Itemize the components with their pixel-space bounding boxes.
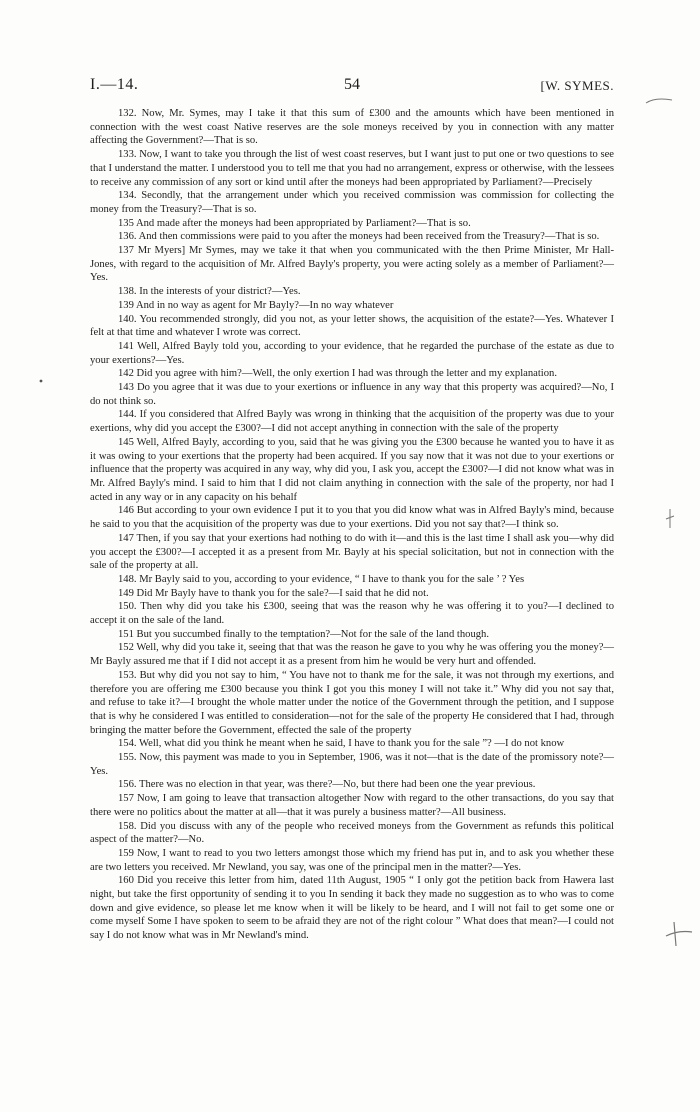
question-151: 151 But you succumbed finally to the temptation?—Not for the sale of the land though. [118, 628, 489, 640]
evidence-text [90, 107, 614, 943]
question-139: 139 And in no way as agent for Mr Bayly?—In no way whatever [118, 299, 394, 311]
question-145: 145 Well, Alfred Bayly, according to you, said that he was giving you the £300 because he wanted you to have it as it was owing to your exertions that the property had been acquired. If you say now that it was not due to your exertions or influence that the property was acquired in any way, why did you, I ask you, accept the £300?—I did not know what was in Mr. Alfred Bayly's mind. I said to him that I did not claim anything in connection with the sale of the property, nor had I acted in any way or in any capacity on his behalf [90, 436, 614, 503]
question-143: 143 Do you agree that it was due to your exertions or influence in any way that this property was acquired?—No, I do not think so. [90, 382, 614, 407]
question-141: 141 Well, Alfred Bayly told you, according to your evidence, that he regarded the purchase of the estate as due to your exertions?—Yes. [90, 340, 614, 366]
margin-mark-middle [663, 508, 677, 530]
question-148: 148. Mr Bayly said to you, according to your evidence, “ I have to thank you for the sale ’ ? Yes [118, 573, 525, 585]
question-146: 146 But according to your own evidence I put it to you that you did know what was in Alfred Bayly's mind, because he said to you that the acquisition of the property was due to your exertions. Did you not say that?—I think so. [90, 505, 614, 531]
question-154: 154. Well, what did you think he meant when he said, I have to thank you for the sale ”? —I do not know [118, 738, 565, 750]
question-132: 132. Now, Mr. Symes, may I take it that this sum of £300 and the amounts which have been mentioned in connection with the west coast Native reserves are the sole moneys received by you in connection with any matter affecting the Government?—That is so. [90, 108, 614, 147]
question-137: 137 Mr Myers] Mr Symes, may we take it that when you communicated with the then Prime Minister, Mr Hall-Jones, with regard to the acquisition of Mr. Alfred Bayly's property, you were acting solely as a member of Parliament?—Yes. [90, 245, 614, 284]
question-144: 144. If you considered that Alfred Bayly was wrong in thinking that the acquisition of the property was due to your exertions, why did you accept the £300?—I did not accept anything in connection with the sale of the property [90, 409, 614, 435]
margin-dot-left [38, 378, 44, 384]
question-152: 152 Well, why did you take it, seeing that that was the reason he gave to you why he was offering you the money?—Mr Bayly assured me that if I did not accept it as a present from him he would be very hurt and offended. [90, 642, 614, 668]
question-142: 142 Did you agree with him?—Well, the only exertion I had was through the letter and my explanation. [118, 368, 557, 380]
margin-mark-top [645, 96, 673, 106]
witness-name: [W. SYMES. [540, 78, 614, 93]
question-140: 140. You recommended strongly, did you not, as your letter shows, the acquisition of the estate?—Yes. Whatever I felt at that time and whatever I wrote was correct. [90, 313, 614, 339]
question-135: 135 And made after the moneys had been appropriated by Parliament?—That is so. [118, 217, 471, 229]
question-150: 150. Then why did you take his £300, seeing that was the reason why he was offering it to you?—I declined to accept it on the sale of the land. [90, 601, 614, 627]
question-155: 155. Now, this payment was made to you in September, 1906, was it not—that is the date of the promissory note?—Yes. [90, 752, 614, 777]
question-133: 133. Now, I want to take you through the list of west coast reserves, but I want just to put one or two questions to see that I understand the matter. I understood you to tell me that you had no arrangement, express or otherwise, with the lessees to receive any commission of any sort or kind until after the moneys had been appropriated by Parliament?—Precisely [90, 149, 614, 188]
document-reference: I.—14. [90, 76, 139, 93]
margin-mark-bottom [664, 920, 694, 948]
question-147: 147 Then, if you say that your exertions had nothing to do with it—and this is the last time I shall ask you—why did you accept the £300?—I accepted it as a present from Mr. Bayly at his special solicitation, but not in connection with the sale of the property at all. [90, 532, 614, 572]
question-157: 157 Now, I am going to leave that transaction altogether Now with regard to the other transactions, do you say that there were no politics about the matter at all—that it was purely a business matter?—All business. [90, 793, 614, 818]
question-138: 138. In the interests of your district?—Yes. [118, 286, 301, 298]
question-158: 158. Did you discuss with any of the people who received moneys from the Government as refunds this political aspect of the matter?—No. [90, 820, 614, 846]
question-159: 159 Now, I want to read to you two letters amongst those which my friend has put in, and to ask you whether these are two letters you received. Mr Newland, you say, was one of the principal men in the matter?—Yes. [90, 847, 614, 873]
question-136: 136. And then commissions were paid to you after the moneys had been received from the Treasury?—That is so. [118, 231, 600, 243]
question-160: 160 Did you receive this letter from him, dated 11th August, 1905 “ I only got the petition back from Hawera last night, but take the first opportunity of sending it to you In sending it back they made no suggestion as to who was to come down and give evidence, so please let me know when it will be likely to be heard, and I will not fail to get some one or come myself Some I have spoken to seem to be afraid they are not of the right colour ” What does that mean?—I could not say I do not know what was in Mr Newland's mind. [90, 875, 614, 942]
page-number: 54 [344, 76, 360, 93]
page-header [90, 76, 614, 100]
question-134: 134. Secondly, that the arrangement under which you received commission was commission for collecting the money from the Treasury?—That is so. [90, 190, 614, 215]
question-149: 149 Did Mr Bayly have to thank you for the sale?—I said that he did not. [118, 587, 429, 599]
question-153: 153. But why did you not say to him, “ You have not to thank me for the sale, it was not through my exertions, and therefore you are offering me £300 because you think I got you this money I will not take it.” Why did you not say that, and refuse to take it?—I brought the whole matter under the notice of the Government through the petition, and I suppose that is why he considered I was entitled to consideration—not for the sale of the property He considered that I had, through bringing the matter before the Government, effected the sale of the property [90, 669, 614, 736]
question-156: 156. There was no election in that year, was there?—No, but there had been one the year previous. [118, 779, 536, 791]
